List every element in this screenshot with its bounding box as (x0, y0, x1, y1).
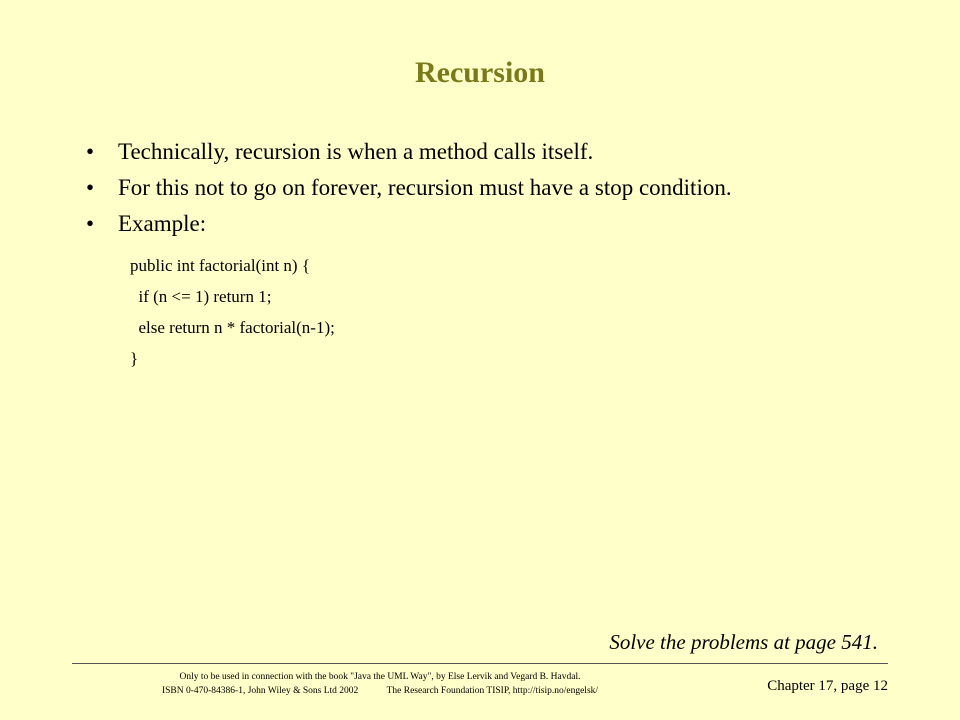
bullet-item (84, 170, 924, 206)
bullet-marker: • (86, 139, 95, 164)
bullet-item (84, 206, 924, 242)
bullet-marker: • (86, 211, 95, 236)
solve-note: Solve the problems at page 541. (609, 630, 878, 654)
slide-title: Recursion (415, 56, 545, 89)
bullet-item (84, 134, 924, 170)
footer-copyright (100, 670, 660, 698)
footer-divider (72, 663, 888, 664)
code-line: public int factorial(int n) { (130, 256, 310, 275)
bullet-text: Example: (118, 211, 207, 236)
code-line: } (130, 349, 139, 368)
page-label: Chapter 17, page 12 (767, 678, 888, 694)
bullet-text: For this not to go on forever, recursion must have a stop condition. (118, 175, 732, 200)
bullet-marker: • (86, 175, 95, 200)
code-example (130, 250, 335, 374)
bullet-list (84, 134, 924, 242)
footer-line-2: ISBN 0-470-84386-1, John Wiley & Sons Ltd 2002 The Research Foundation TISIP, http://tisip.no/engelsk/ (161, 686, 599, 696)
code-line: else return n * factorial(n-1); (130, 318, 335, 337)
code-line: if (n <= 1) return 1; (130, 287, 272, 306)
bullet-text: Technically, recursion is when a method calls itself. (118, 139, 594, 164)
footer-line-1: Only to be used in connection with the book "Java the UML Way", by Else Lervik and Vegard B. Havdal. (179, 672, 581, 682)
